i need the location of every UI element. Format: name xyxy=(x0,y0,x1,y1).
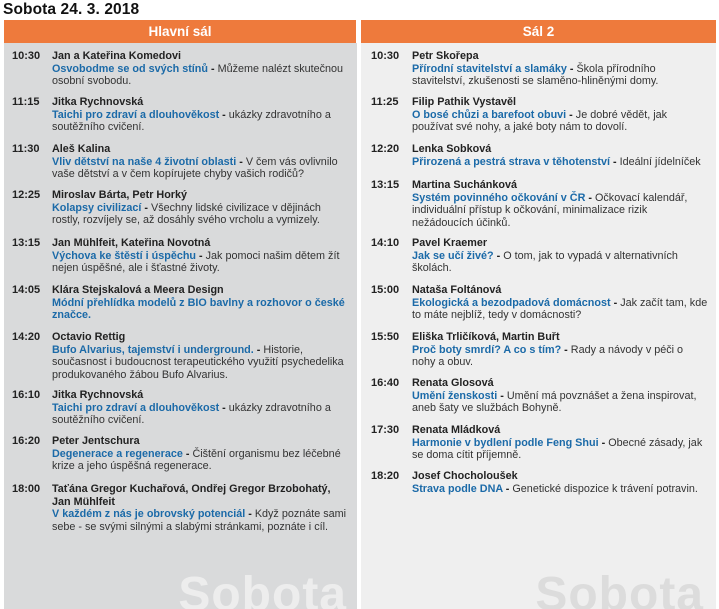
entry-description: Škola přírodního stavitelství, zkušenosti se slaměno-hliněnými domy. xyxy=(412,62,659,87)
entry-talk-title: Přirozená a pestrá strava v těhotenství xyxy=(412,155,611,168)
entry-speaker: Filip Pathik Vystavěl xyxy=(412,96,517,108)
entry-body: Pavel Kraemer Jak se učí živé? - O tom, jak to vypadá v alternativních školách. xyxy=(412,237,716,275)
entry-talk-title: Umění ženskosti xyxy=(412,389,498,402)
entry-description: Je dobré vědět, jak používat své nohy, a jaké boty nám to dovolí. xyxy=(412,108,668,133)
entry-time: 10:30 xyxy=(371,50,400,62)
hall-main-column xyxy=(4,20,357,609)
entry-time: 13:15 xyxy=(12,237,41,249)
entry-body: Aleš Kalina Vliv dětství na naše 4 životní oblasti - V čem vás ovlivnilo vaše dětství a v čem kopírujete chyby vašich rodičů? xyxy=(52,143,357,181)
entry-body: Jitka Rychnovská Taichi pro zdraví a dlouhověkost - ukázky zdravotního a soutěžního cvičení. xyxy=(52,96,357,134)
entry-time: 16:10 xyxy=(12,389,41,401)
entry-body: Lenka Sobková Přirozená a pestrá strava v těhotenství - Ideální jídelníček xyxy=(412,143,716,168)
entry-speaker: Nataša Foltánová xyxy=(412,284,502,296)
entry-description: Když poznáte sami sebe - se svými silnými a slabými stránkami, poznáte i cíl. xyxy=(52,508,347,533)
entry-speaker: Octavio Rettig xyxy=(52,331,126,343)
entry-time: 16:40 xyxy=(371,377,400,389)
schedule-entry xyxy=(361,470,716,495)
entry-speaker: Eliška Trličíková, Martin Buřt xyxy=(412,331,560,343)
schedule-entry xyxy=(361,50,716,88)
entry-talk-title: Harmonie v bydlení podle Feng Shui xyxy=(412,436,599,449)
entry-description: Rady a návody v péči o nohy a obuv. xyxy=(412,343,684,368)
entry-talk-title: Jak se učí živé? xyxy=(412,249,494,262)
entry-talk-title: Taichi pro zdraví a dlouhověkost xyxy=(52,108,220,121)
schedule-entry xyxy=(4,50,357,88)
entry-description: Můžeme nalézt skutečnou osobní svobodu. xyxy=(52,62,344,87)
entry-speaker: Martina Suchánková xyxy=(412,179,518,191)
entry-body: Miroslav Bárta, Petr Horký Kolapsy civilizací - Všechny lidské civilizace v dějinách rostly, rozvíjely se, až dosáhly svého vrcholu a vymizely. xyxy=(52,189,357,227)
entry-time: 15:00 xyxy=(371,284,400,296)
entry-body xyxy=(52,284,357,322)
entry-description: Všechny lidské civilizace v dějinách rostly, rozvíjely se, až dosáhly svého vrcholu a vymizely. xyxy=(52,201,321,226)
entry-speaker: Petr Skořepa xyxy=(412,50,479,62)
entry-time: 14:20 xyxy=(12,331,41,343)
page-title: Sobota 24. 3. 2018 xyxy=(3,1,140,18)
entry-speaker: Jan Mühlfeit, Kateřina Novotná xyxy=(52,237,211,249)
entry-description: O tom, jak to vypadá v alternativních školách. xyxy=(412,249,678,274)
entry-talk-title: Systém povinného očkování v ČR xyxy=(412,191,586,204)
entry-speaker: Lenka Sobková xyxy=(412,143,492,155)
entry-body: Nataša Foltánová Ekologická a bezodpadová domácnost - Jak začít tam, kde to máte nejblíž, tedy v domácnosti? xyxy=(412,284,708,321)
entry-speaker: Josef Chocholoušek xyxy=(412,470,518,482)
entry-description: V čem vás ovlivnilo vaše dětství a v čem kopírujete chyby vašich rodičů? xyxy=(52,155,338,180)
entry-talk-title: Ekologická a bezodpadová domácnost xyxy=(412,296,611,309)
schedule-entry xyxy=(4,483,357,533)
schedule-entry xyxy=(361,331,716,369)
entry-body: Renata Mládková Harmonie v bydlení podle Feng Shui - Obecné zásady, jak se doma cítit příjemně. xyxy=(412,424,716,462)
entry-description: ukázky zdravotního a soutěžního cvičení. xyxy=(52,401,331,426)
entry-time: 11:30 xyxy=(12,143,40,155)
schedule-entry xyxy=(361,237,716,275)
entry-body: Octavio Rettig Bufo Alvarius, tajemství i underground. - Historie, současnost i budoucnost terapeutického využití psychedelika produkovaného žábou Bufo Alvarius. xyxy=(52,331,357,381)
entry-body: Jan Mühlfeit, Kateřina Novotná Výchova ke štěstí i úspěchu - Jak pomoci našim dětem žít nejen úspěšné, ale i šťastné životy. xyxy=(52,237,357,275)
entry-description: Genetické dispozice k trávení potravin. xyxy=(512,482,698,495)
entry-speaker: Taťána Gregor Kuchařová, Ondřej Gregor Brzobohatý, Jan Mühlfeit xyxy=(52,483,331,508)
entry-talk-title: Bufo Alvarius, tajemství i underground. xyxy=(52,343,254,356)
entry-talk-title: Taichi pro zdraví a dlouhověkost xyxy=(52,401,220,414)
entry-talk-title: O bosé chůzi a barefoot obuvi xyxy=(412,108,567,121)
day-watermark: Sobota xyxy=(178,568,347,609)
entry-talk-title: Osvobodme se od svých stínů xyxy=(52,62,208,75)
entry-talk-title: Výchova ke štěstí i úspěchu xyxy=(52,249,197,262)
entry-speaker: Jan a Kateřina Komedovi xyxy=(52,50,182,62)
entry-time: 12:25 xyxy=(12,189,41,201)
entry-description: Jak pomoci našim dětem žít nejen úspěšné, ale i šťastné životy. xyxy=(52,249,340,274)
schedule-entry xyxy=(4,284,357,322)
schedule-entry xyxy=(361,284,716,322)
schedule-entry xyxy=(4,143,357,181)
entry-talk-title: Degenerace a regenerace xyxy=(52,447,183,460)
day-watermark: Sobota xyxy=(535,568,704,609)
entry-body: Peter Jentschura Degenerace a regenerace - Čištění organismu bez léčebné krize a jeho úspěšná regenerace. xyxy=(52,435,357,473)
entry-speaker: Renata Glosová xyxy=(412,377,494,389)
entry-body: Josef Chocholoušek Strava podle DNA - Genetické dispozice k trávení potravin. xyxy=(412,470,716,495)
entry-speaker: Pavel Kraemer xyxy=(412,237,488,249)
entry-talk-title: V každém z nás je obrovský potenciál xyxy=(52,508,246,520)
schedule-entry xyxy=(4,389,357,427)
entry-talk-title: Přírodní stavitelství a slamáky xyxy=(412,62,567,75)
entry-description: Historie, současnost i budoucnost terapeutického využití psychedelika produkovaného žábou Bufo Alvarius. xyxy=(52,343,344,381)
entry-speaker: Miroslav Bárta, Petr Horký xyxy=(52,189,188,201)
schedule-entry xyxy=(361,143,716,168)
schedule-entry xyxy=(4,237,357,275)
schedule-entry xyxy=(361,179,716,229)
entry-time: 14:05 xyxy=(12,284,41,296)
entry-time: 10:30 xyxy=(12,50,41,62)
entry-description: ukázky zdravotního a soutěžního cvičení. xyxy=(52,108,331,133)
hall-main-header: Hlavní sál xyxy=(4,20,357,43)
entry-description: Ideální jídelníček xyxy=(619,155,701,168)
entry-body: Renata Glosová Umění ženskosti - Umění má povznášet a žena inspirovat, aneb šaty ve službách Bohyně. xyxy=(412,377,716,415)
entry-talk-title: Strava podle DNA xyxy=(412,482,503,495)
entry-speaker: Peter Jentschura xyxy=(52,435,140,447)
entry-body: Eliška Trličíková, Martin Buřt Proč boty smrdí? A co s tím? - Rady a návody v péči o nohy a obuv. xyxy=(412,331,716,369)
schedule-entry xyxy=(361,377,716,415)
hall-2-column xyxy=(361,20,716,609)
entry-time: 14:10 xyxy=(371,237,400,249)
entry-body: Martina Suchánková Systém povinného očkování v ČR - Očkovací kalendář, individuální přístup k očkování, minimalizace rizik nežádoucích účinků. xyxy=(412,179,716,229)
entry-body: Filip Pathik Vystavěl O bosé chůzi a barefoot obuvi - Je dobré vědět, jak používat své nohy, a jaké boty nám to dovolí. xyxy=(412,96,716,134)
entry-talk-title: Proč boty smrdí? A co s tím? xyxy=(412,343,562,356)
entry-time: 12:20 xyxy=(371,143,400,155)
schedule-entry xyxy=(4,189,357,227)
entry-time: 17:30 xyxy=(371,424,400,436)
entry-description: Umění má povznášet a žena inspirovat, aneb šaty ve službách Bohyně. xyxy=(412,389,697,414)
entry-time: 15:50 xyxy=(371,331,400,343)
entry-body: Petr Skořepa Přírodní stavitelství a slamáky - Škola přírodního stavitelství, zkušenosti se slaměno-hliněnými domy. xyxy=(412,50,716,88)
entry-speaker: Jitka Rychnovská xyxy=(52,389,144,401)
entry-talk-title: Módní přehlídka modelů z BIO bavlny a rozhovor o české značce. xyxy=(52,296,345,321)
entry-time: 11:25 xyxy=(371,96,399,108)
entry-description: Očkovací kalendář, individuální přístup k očkování, minimalizace rizik nežádoucích účinků. xyxy=(412,191,688,229)
schedule-entry xyxy=(361,424,716,462)
entry-speaker: Klára Stejskalová a Meera Design xyxy=(52,284,224,296)
entry-time: 13:15 xyxy=(371,179,400,191)
entry-body: Jan a Kateřina Komedovi Osvobodme se od svých stínů - Můžeme nalézt skutečnou osobní svobodu. xyxy=(52,50,357,88)
entry-talk-title: Kolapsy civilizací xyxy=(52,201,142,214)
schedule-entry xyxy=(4,96,357,134)
schedule-entry xyxy=(361,96,716,134)
entry-body: Jitka Rychnovská Taichi pro zdraví a dlouhověkost - ukázky zdravotního a soutěžního cvičení. xyxy=(52,389,357,427)
entry-time: 18:20 xyxy=(371,470,400,482)
entry-description: Jak začít tam, kde to máte nejblíž, tedy v domácnosti? xyxy=(412,296,708,321)
hall-2-header: Sál 2 xyxy=(361,20,716,43)
entry-body: Taťána Gregor Kuchařová, Ondřej Gregor Brzobohatý, Jan Mühlfeit V každém z nás je obrovský potenciál - Když poznáte sami sebe - se svými silnými a slabými stránkami, poznáte i cíl. xyxy=(52,483,357,533)
entry-speaker: Aleš Kalina xyxy=(52,143,111,155)
entry-time: 18:00 xyxy=(12,483,41,495)
schedule-entry xyxy=(4,435,357,473)
schedule-entry xyxy=(4,331,357,381)
entry-time: 16:20 xyxy=(12,435,41,447)
entry-speaker: Renata Mládková xyxy=(412,424,501,436)
entry-talk-title: Vliv dětství na naše 4 životní oblasti xyxy=(52,155,237,168)
entry-speaker: Jitka Rychnovská xyxy=(52,96,144,108)
entry-description: Obecné zásady, jak se doma cítit příjemně. xyxy=(412,436,703,461)
entry-time: 11:15 xyxy=(12,96,40,108)
entry-description: Čištění organismu bez léčebné krize a jeho úspěšná regenerace. xyxy=(52,447,341,472)
